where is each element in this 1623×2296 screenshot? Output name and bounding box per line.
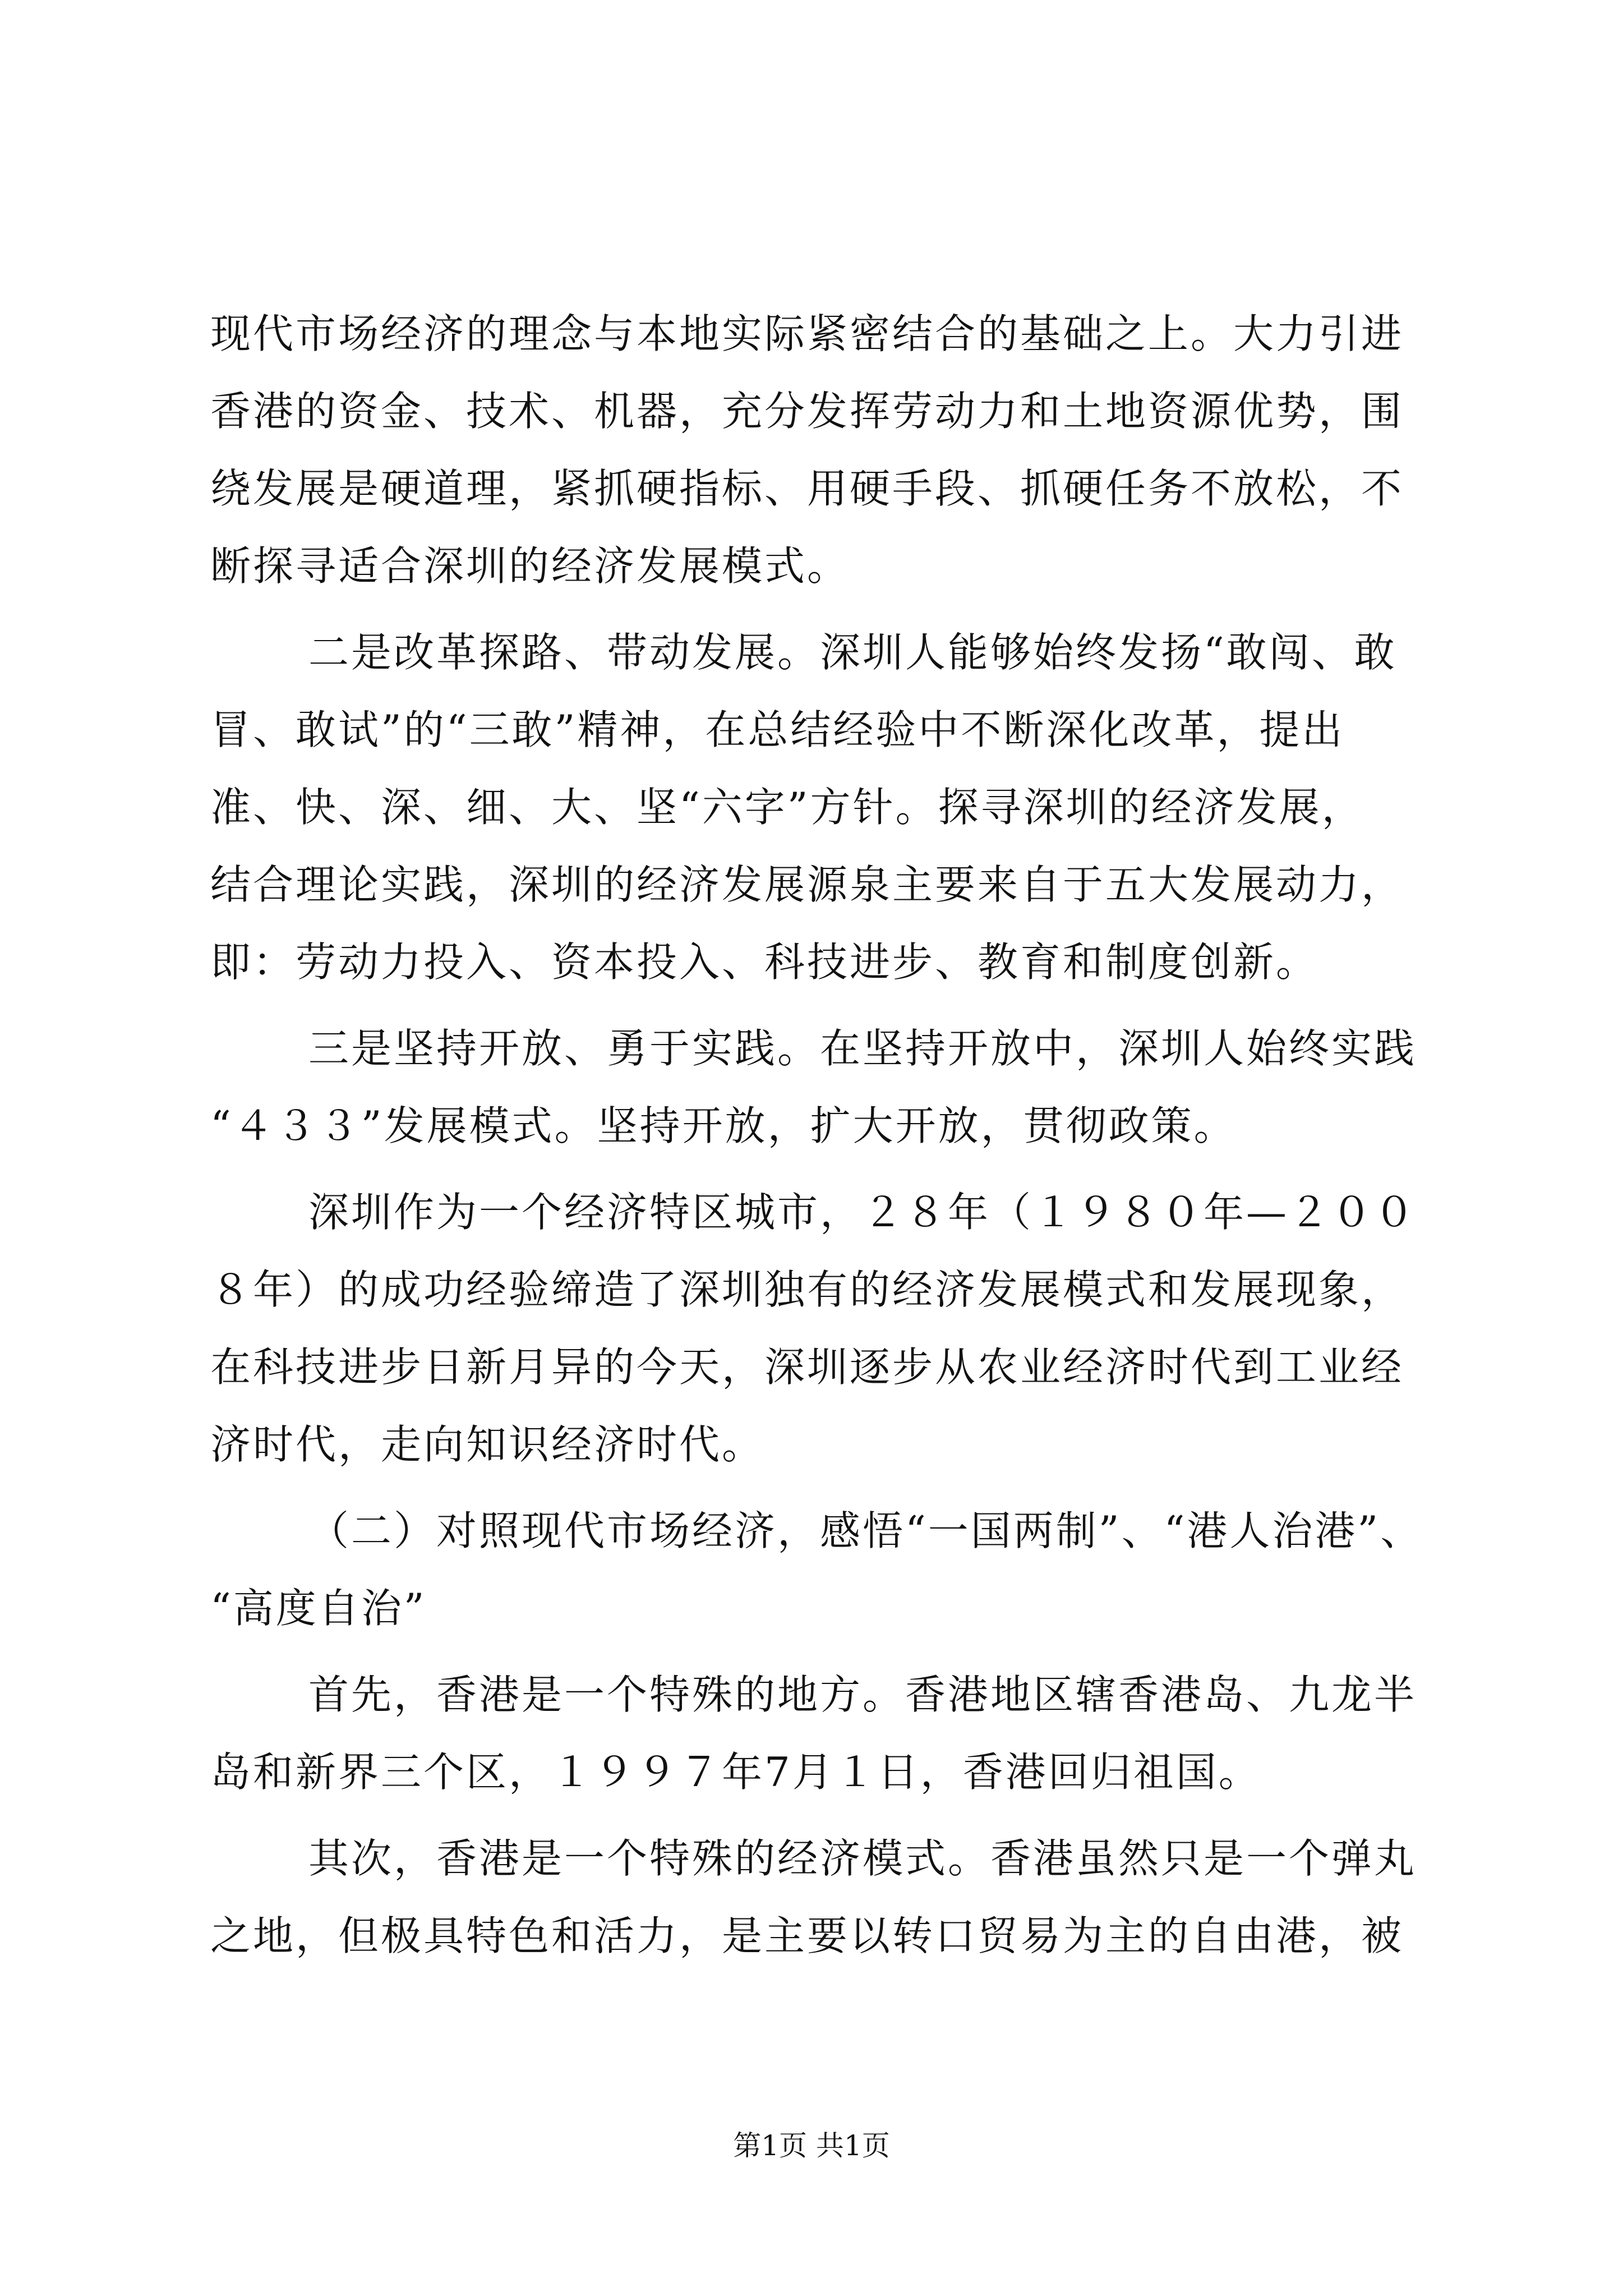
paragraph-line: 二是改革探路、带动发展。深圳人能够始终发扬“敢闯、敢 <box>308 629 1397 676</box>
paragraph-line: 深圳作为一个经济特区城市，２８年（１９８０年—２００ <box>308 1189 1417 1236</box>
paragraph-line: 准、快、深、细、大、坚“六字”方针。探寻深圳的经济发展， <box>210 784 1364 831</box>
section-heading: “高度自治” <box>210 1585 427 1632</box>
paragraph-line: 结合理论实践，深圳的经济发展源泉主要来自于五大发展动力， <box>210 861 1404 908</box>
paragraph-line: 冒、敢试”的“三敢”精神，在总结经验中不断深化改革，提出 <box>210 706 1345 753</box>
section-heading: （二）对照现代市场经济，感悟“一国两制”、“港人治港”、 <box>308 1507 1423 1554</box>
paragraph-line: 香港的资金、技术、机器，充分发挥劳动力和土地资源优势，围 <box>210 388 1404 435</box>
paragraph-line: 现代市场经济的理念与本地实际紧密结合的基础之上。大力引进 <box>210 310 1404 357</box>
paragraph-line: 三是坚持开放、勇于实践。在坚持开放中，深圳人始终实践 <box>308 1025 1417 1072</box>
page-number-footer: 第1页 共1页 <box>733 2129 890 2162</box>
paragraph-line: 即：劳动力投入、资本投入、科技进步、教育和制度创新。 <box>210 938 1319 986</box>
paragraph-line: 首先，香港是一个特殊的地方。香港地区辖香港岛、九龙半 <box>308 1671 1417 1718</box>
paragraph-line: ８年）的成功经验缔造了深圳独有的经济发展模式和发展现象， <box>210 1266 1404 1313</box>
paragraph-line: 在科技进步日新月异的今天，深圳逐步从农业经济时代到工业经 <box>210 1343 1404 1391</box>
paragraph-line: 济时代，走向知识经济时代。 <box>210 1421 765 1468</box>
paragraph-line: 其次，香港是一个特殊的经济模式。香港虽然只是一个弹丸 <box>308 1835 1417 1882</box>
paragraph-line: 之地，但极具特色和活力，是主要以转口贸易为主的自由港，被 <box>210 1912 1404 1959</box>
paragraph-line: 绕发展是硬道理，紧抓硬指标、用硬手段、抓硬任务不放松，不 <box>210 465 1404 512</box>
paragraph-line: “４３３”发展模式。坚持开放，扩大开放，贯彻政策。 <box>210 1102 1237 1149</box>
paragraph-line: 岛和新界三个区，１９９７年7月１日，香港回归祖国。 <box>210 1749 1261 1796</box>
paragraph-line: 断探寻适合深圳的经济发展模式。 <box>210 542 850 590</box>
